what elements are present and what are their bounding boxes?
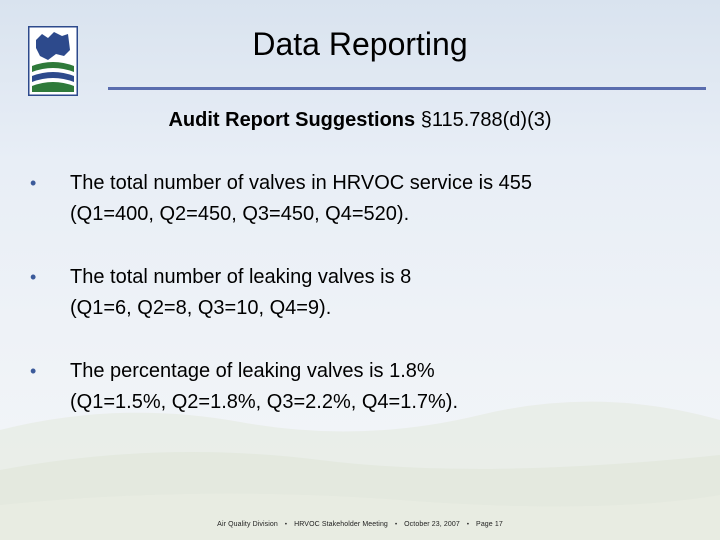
- footer-separator: •: [394, 522, 398, 528]
- bullet-item: [30, 262, 690, 324]
- bullet-line-2: (Q1=1.5%, Q2=1.8%, Q3=2.2%, Q4=1.7%).: [70, 391, 458, 413]
- bullet-item: [30, 356, 690, 418]
- footer-separator: •: [284, 522, 288, 528]
- bullet-line-1: The total number of leaking valves is 8: [70, 266, 412, 288]
- bullet-icon: •: [30, 173, 37, 193]
- bullet-list: [30, 168, 690, 450]
- bullet-icon: •: [30, 361, 37, 381]
- footer-separator: •: [466, 522, 470, 528]
- footer-meeting: HRVOC Stakeholder Meeting: [294, 521, 388, 528]
- bullet-line-2: (Q1=400, Q2=450, Q3=450, Q4=520).: [70, 203, 410, 225]
- bullet-line-1: The total number of valves in HRVOC service is 455: [70, 172, 533, 194]
- footer-division: Air Quality Division: [217, 521, 278, 528]
- bullet-line-1: The percentage of leaking valves is 1.8%: [70, 360, 435, 382]
- bullet-icon: •: [30, 267, 37, 287]
- footer-page: Page 17: [476, 521, 503, 528]
- bullet-item: [30, 168, 690, 230]
- bullet-line-2: (Q1=6, Q2=8, Q3=10, Q4=9).: [70, 297, 332, 319]
- footer-date: October 23, 2007: [404, 521, 460, 528]
- title-underline: [108, 87, 706, 90]
- slide-footer: [0, 521, 720, 528]
- slide-subtitle: [0, 106, 720, 134]
- slide-title: Data Reporting: [252, 26, 468, 62]
- subtitle-bold: Audit Report Suggestions: [168, 109, 416, 131]
- subtitle-rest: §115.788(d)(3): [415, 109, 552, 131]
